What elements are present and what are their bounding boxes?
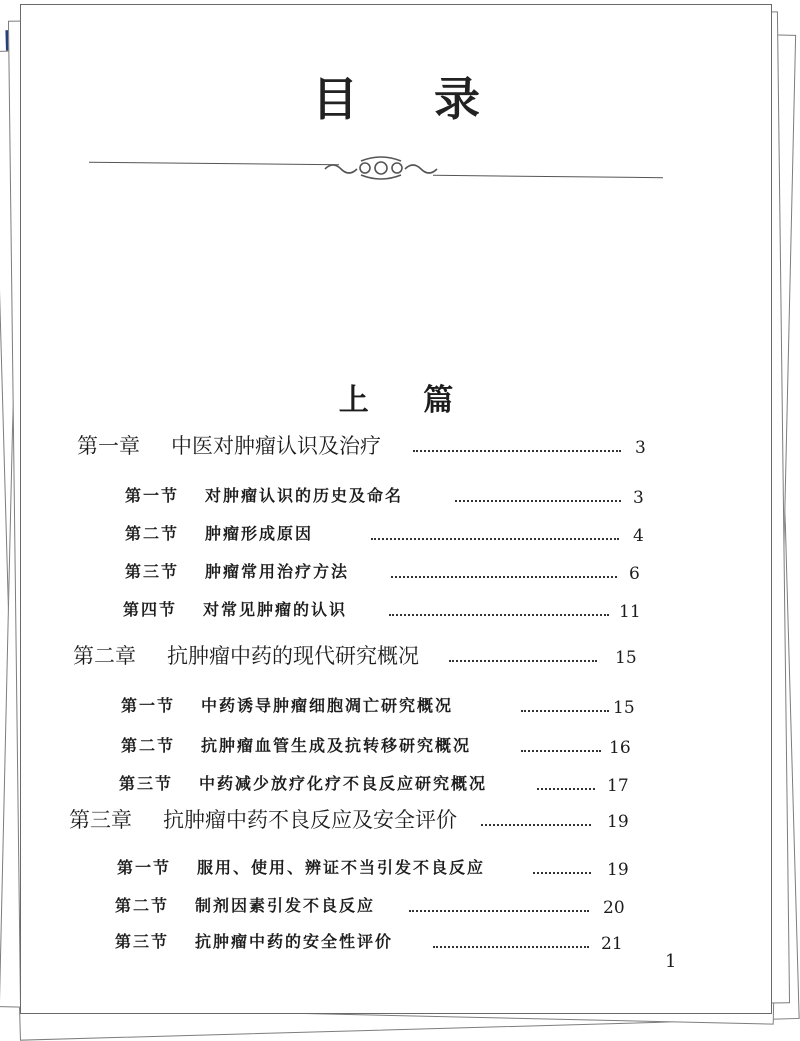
chapter-number: 第二章	[73, 644, 136, 668]
section-heading	[123, 595, 347, 625]
section-heading	[115, 927, 393, 957]
chapter-page: 3	[635, 438, 646, 458]
section-title: 抗肿瘤血管生成及抗转移研究概况	[201, 736, 472, 755]
section-title: 肿瘤形成原因	[205, 524, 314, 543]
toc-section[interactable]	[125, 519, 655, 549]
chapter-heading	[69, 805, 457, 835]
section-page: 6	[629, 564, 640, 584]
chapter-page: 15	[615, 648, 637, 668]
section-number: 第二节	[115, 896, 170, 915]
section-page: 16	[609, 738, 631, 758]
divider-right	[433, 175, 663, 178]
toc-page	[20, 4, 772, 1014]
section-heading	[119, 769, 487, 799]
chapter-number: 第三章	[69, 808, 132, 832]
toc-section[interactable]	[125, 557, 655, 587]
section-title: 对常见肿瘤的认识	[203, 600, 348, 619]
dot-leader	[371, 538, 619, 540]
dot-leader	[533, 872, 591, 874]
toc-section[interactable]	[121, 731, 651, 761]
page-number: 1	[665, 951, 677, 972]
toc-section[interactable]	[115, 891, 645, 921]
chapter-page: 19	[607, 812, 629, 832]
section-number: 第一节	[117, 858, 172, 877]
chapter-title: 抗肿瘤中药不良反应及安全评价	[163, 808, 457, 832]
section-title: 肿瘤常用治疗方法	[205, 562, 350, 581]
section-heading	[121, 731, 471, 761]
toc-section[interactable]	[123, 595, 653, 625]
chapter-title: 抗肿瘤中药的现代研究概况	[167, 644, 419, 668]
dot-leader	[391, 576, 617, 578]
section-heading	[125, 519, 313, 549]
chapter-heading	[77, 431, 381, 461]
section-page: 20	[603, 898, 625, 918]
chapter-title: 中医对肿瘤认识及治疗	[171, 434, 381, 458]
section-number: 第四节	[123, 600, 178, 619]
toc-section[interactable]	[117, 853, 647, 883]
dot-leader	[481, 824, 591, 826]
section-number: 第三节	[125, 562, 180, 581]
section-title: 中药减少放疗化疗不良反应研究概况	[199, 774, 488, 793]
chapter-heading	[73, 641, 419, 671]
dot-leader	[409, 910, 589, 912]
section-number: 第三节	[119, 774, 174, 793]
section-page: 21	[601, 934, 623, 954]
dot-leader	[521, 750, 601, 752]
section-number: 第一节	[121, 696, 176, 715]
section-page: 17	[607, 776, 629, 796]
dot-leader	[389, 614, 609, 616]
chapter-number: 第一章	[77, 434, 140, 458]
section-page: 19	[607, 860, 629, 880]
toc-section[interactable]	[121, 691, 651, 721]
section-heading	[121, 691, 453, 721]
section-heading	[125, 557, 349, 587]
toc-section[interactable]	[119, 769, 649, 799]
section-page: 15	[613, 698, 635, 718]
section-page: 3	[633, 488, 644, 508]
section-title: 中药诱导肿瘤细胞凋亡研究概况	[201, 696, 454, 715]
toc-chapter[interactable]	[69, 805, 639, 835]
divider-left	[89, 162, 339, 166]
dot-leader	[537, 788, 595, 790]
section-number: 第二节	[121, 736, 176, 755]
section-title: 对肿瘤认识的历史及命名	[205, 486, 404, 505]
section-page: 11	[619, 602, 641, 622]
section-heading	[125, 481, 403, 511]
section-number: 第三节	[115, 932, 170, 951]
section-title: 抗肿瘤中药的安全性评价	[195, 932, 394, 951]
dot-leader	[449, 660, 597, 662]
section-page: 4	[633, 526, 644, 546]
toc-chapter[interactable]	[77, 431, 647, 461]
dot-leader	[413, 450, 621, 452]
toc-chapter[interactable]	[73, 641, 643, 671]
dot-leader	[521, 710, 609, 712]
dot-leader	[455, 500, 621, 502]
section-number: 第一节	[125, 486, 180, 505]
section-title: 制剂因素引发不良反应	[195, 896, 376, 915]
part-title: 上 篇	[338, 383, 476, 418]
page-title: 目 录	[311, 72, 510, 126]
dot-leader	[433, 946, 589, 948]
section-number: 第二节	[125, 524, 180, 543]
section-heading	[115, 891, 375, 921]
toc-section[interactable]	[125, 481, 655, 511]
scroll-ornament-icon	[321, 153, 441, 183]
section-heading	[117, 853, 485, 883]
toc-section[interactable]	[115, 927, 645, 957]
section-title: 服用、使用、辨证不当引发不良反应	[197, 858, 486, 877]
